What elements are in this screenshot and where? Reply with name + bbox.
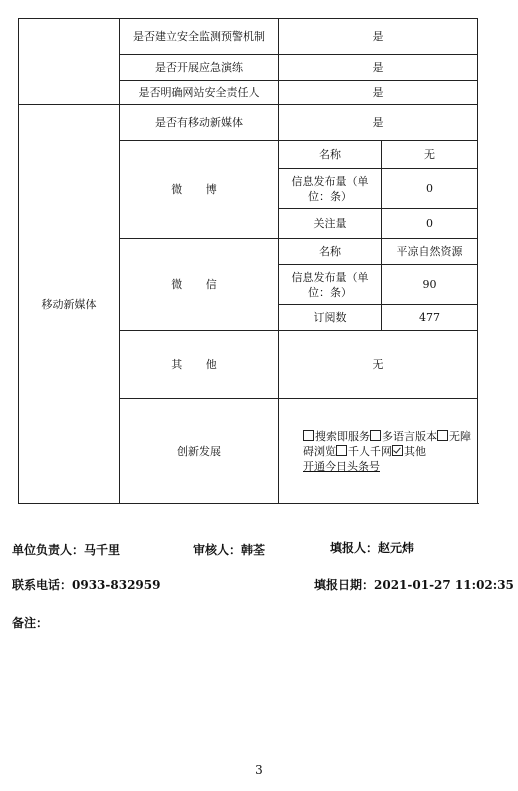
filler: 填报人：赵元炜 xyxy=(330,541,415,555)
weibo-posts-label: 信息发布量（单位：条） xyxy=(279,169,382,209)
table-row xyxy=(19,19,478,55)
wechat-name-label: 名称 xyxy=(279,239,382,265)
innovation-option-label: 搜索即服务 xyxy=(315,429,370,443)
wechat-label: 微 信 xyxy=(120,239,279,331)
checkbox-icon[interactable] xyxy=(336,445,347,456)
wechat-subs-value: 477 xyxy=(382,305,478,331)
weibo-posts-value: 0 xyxy=(382,169,478,209)
innovation-cell xyxy=(279,399,478,504)
innovation-option-label: 无障碍浏览 xyxy=(303,429,471,458)
other-label: 其 他 xyxy=(120,331,279,399)
checked-box-icon[interactable] xyxy=(392,445,403,456)
innovation-note: 开通今日头条号 xyxy=(303,459,380,473)
drill-label: 是否开展应急演练 xyxy=(120,55,279,81)
reviewer: 审核人：韩荃 xyxy=(193,543,266,557)
weibo-follow-label: 关注量 xyxy=(279,209,382,239)
table-row xyxy=(19,105,478,141)
checkbox-icon[interactable] xyxy=(370,430,381,441)
drill-value: 是 xyxy=(279,55,478,81)
weibo-label: 微 博 xyxy=(120,141,279,239)
has-media-value: 是 xyxy=(279,105,478,141)
blank-cell xyxy=(19,19,120,105)
responsible-value: 是 xyxy=(279,81,478,105)
innovation-option-label: 其他 xyxy=(404,444,426,458)
innovation-option-label: 多语言版本 xyxy=(382,429,437,443)
weibo-name-value: 无 xyxy=(382,141,478,169)
innovation-option xyxy=(370,430,437,443)
innovation-options xyxy=(303,429,477,459)
innovation-label: 创新发展 xyxy=(120,399,279,504)
page-number: 3 xyxy=(255,763,263,777)
monitor-label: 是否建立安全监测预警机制 xyxy=(120,19,279,55)
weibo-name-label: 名称 xyxy=(279,141,382,169)
person-in-charge: 单位负责人：马千里 xyxy=(12,543,121,557)
report-table xyxy=(18,18,478,504)
fill-date: 填报日期：2021-01-27 11:02:35 xyxy=(314,578,514,592)
wechat-name-value: 平凉自然资源 xyxy=(382,239,478,265)
innovation-option-label: 千人千网 xyxy=(348,444,392,458)
other-value: 无 xyxy=(279,331,478,399)
innovation-option xyxy=(336,445,392,458)
wechat-posts-value: 90 xyxy=(382,265,478,305)
checkbox-icon[interactable] xyxy=(303,430,314,441)
responsible-label: 是否明确网站安全责任人 xyxy=(120,81,279,105)
contact-phone: 联系电话：0933-832959 xyxy=(12,578,161,592)
wechat-subs-label: 订阅数 xyxy=(279,305,382,331)
checkbox-icon[interactable] xyxy=(437,430,448,441)
has-media-label: 是否有移动新媒体 xyxy=(120,105,279,141)
monitor-value: 是 xyxy=(279,19,478,55)
wechat-posts-label: 信息发布量（单位：条） xyxy=(279,265,382,305)
media-section-label: 移动新媒体 xyxy=(19,105,120,504)
remark-label: 备注： xyxy=(12,616,49,630)
weibo-follow-value: 0 xyxy=(382,209,478,239)
innovation-option xyxy=(392,445,426,458)
innovation-option xyxy=(303,430,370,443)
